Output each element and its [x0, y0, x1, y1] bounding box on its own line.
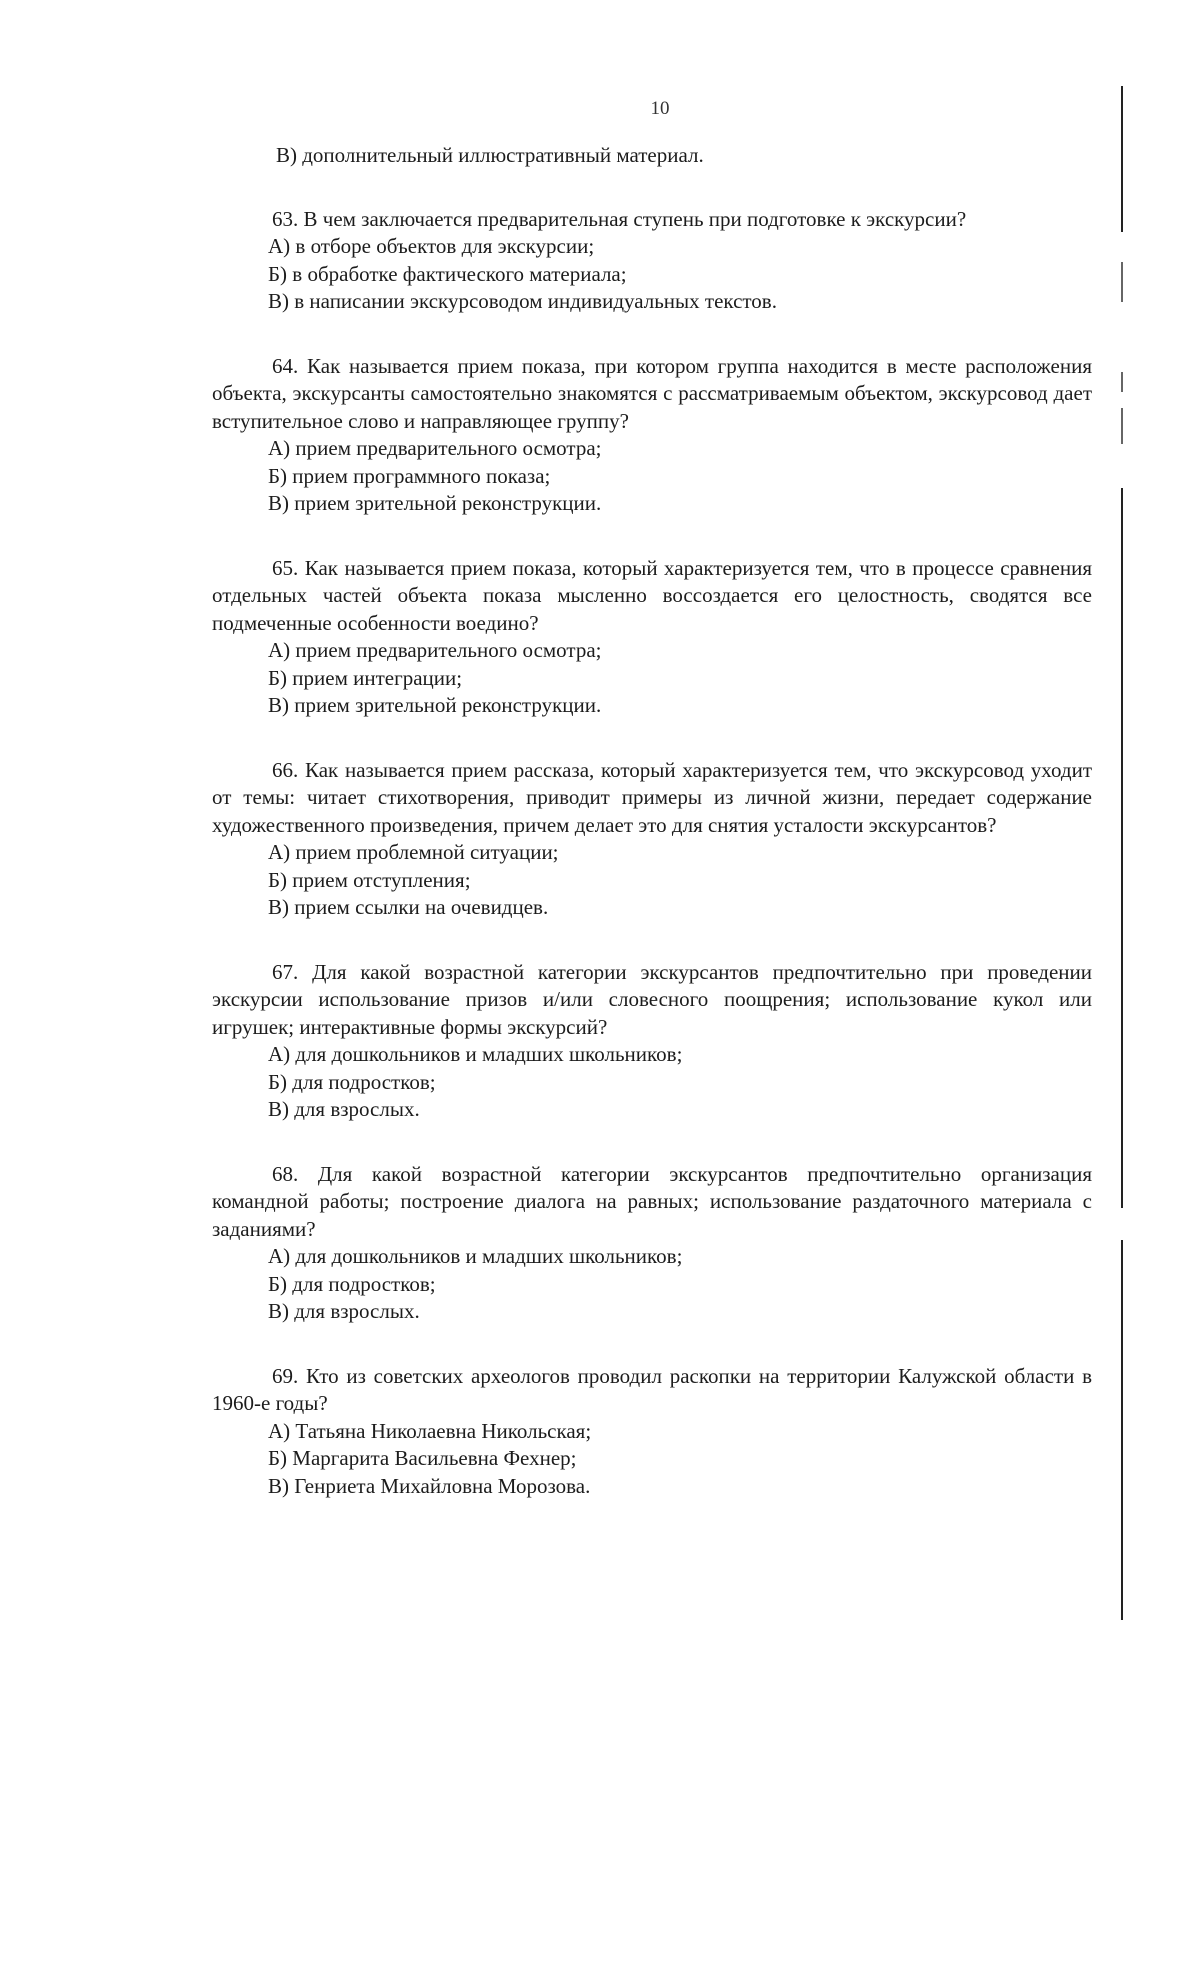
question-64	[212, 353, 1092, 518]
question-66	[212, 757, 1092, 922]
question-69	[212, 1363, 1092, 1501]
answer-option-a: А) прием предварительного осмотра;	[268, 436, 602, 460]
question-text: 69. Кто из советских археологов проводил раскопки на территории Калужской области в 1960-е годы?	[212, 1363, 1092, 1415]
answer-options	[212, 1243, 1092, 1326]
answer-option-b: Б) прием программного показа;	[268, 463, 551, 488]
scan-speck	[1121, 262, 1123, 302]
question-text: 68. Для какой возрастной категории экскурсантов предпочтительно организация командной работы; построение диалога на равных; использование раздаточного материала с заданиями?	[212, 1161, 1092, 1241]
answer-option-v: В) прием ссылки на очевидцев.	[268, 895, 549, 919]
question-text: 63. В чем заключается предварительная ступень при подготовке к экскурсии?	[272, 206, 967, 231]
question-65	[212, 555, 1092, 720]
question-68	[212, 1161, 1092, 1326]
question-text: 66. Как называется прием рассказа, который характеризуется тем, что экскурсовод уходит от темы: читает стихотворения, приводит примеры из личной жизни, передает содержание художественного произведения, причем делает это для снятия усталости экскурсантов?	[212, 757, 1092, 837]
answer-options	[212, 839, 1092, 922]
question-text: 64. Как называется прием показа, при котором группа находится в месте расположения объекта, экскурсанты самостоятельно знакомятся с рассматриваемым объектом, экскурсовод дает вступительное слово и направляющее группу?	[212, 353, 1092, 433]
answer-options	[212, 1041, 1092, 1124]
answer-options	[212, 1418, 1092, 1501]
answer-options	[212, 233, 1092, 316]
answer-option-a: А) прием проблемной ситуации;	[268, 840, 559, 864]
answer-option-a: А) для дошкольников и младших школьников;	[268, 1244, 683, 1268]
answer-option-b: Б) прием отступления;	[268, 867, 471, 892]
page-content	[212, 142, 1092, 1537]
answer-option-a: А) в отборе объектов для экскурсии;	[268, 234, 595, 258]
scan-margin-line-middle	[1121, 488, 1123, 1208]
answer-option-v: В) в написании экскурсоводом индивидуальных текстов.	[268, 289, 777, 313]
answer-option-b: Б) Маргарита Васильевна Фехнер;	[268, 1446, 577, 1470]
answer-option-b: Б) в обработке фактического материала;	[268, 261, 627, 286]
answer-option-a: А) для дошкольников и младших школьников;	[268, 1042, 683, 1066]
question-text: 67. Для какой возрастной категории экскурсантов предпочтительно при проведении экскурсии использование призов и/или словесного поощрения; использование кукол или игрушек; интерактивные формы экскурсий?	[212, 959, 1092, 1039]
answer-option-v: В) прием зрительной реконструкции.	[268, 693, 602, 717]
answer-option-v: В) Генриета Михайловна Морозова.	[268, 1473, 591, 1498]
scan-speck	[1121, 372, 1123, 392]
scan-speck	[1121, 408, 1123, 444]
answer-options	[212, 637, 1092, 720]
answer-option-a: А) прием предварительного осмотра;	[268, 638, 602, 662]
answer-option-v: В) для взрослых.	[268, 1097, 420, 1121]
answer-option-v: В) для взрослых.	[268, 1299, 420, 1323]
scan-margin-line-top	[1121, 86, 1123, 232]
answer-option-b: Б) прием интеграции;	[268, 665, 463, 690]
page-number: 10	[650, 98, 670, 119]
answer-option-v: В) прием зрительной реконструкции.	[268, 491, 602, 515]
question-text: 65. Как называется прием показа, который характеризуется тем, что в процессе сравнения отдельных частей объекта показа мысленно воссоздается его целостность, сводятся все подмеченные особенности воедино?	[212, 555, 1092, 635]
answer-option-b: Б) для подростков;	[268, 1069, 436, 1094]
question-63	[212, 206, 1092, 316]
question-67	[212, 959, 1092, 1124]
scan-margin-line-bottom	[1121, 1240, 1123, 1620]
answer-option-b: Б) для подростков;	[268, 1271, 436, 1296]
continued-answer-option: В) дополнительный иллюстративный материал.	[276, 143, 704, 167]
answer-option-a: А) Татьяна Николаевна Никольская;	[268, 1418, 592, 1443]
answer-options	[212, 435, 1092, 518]
